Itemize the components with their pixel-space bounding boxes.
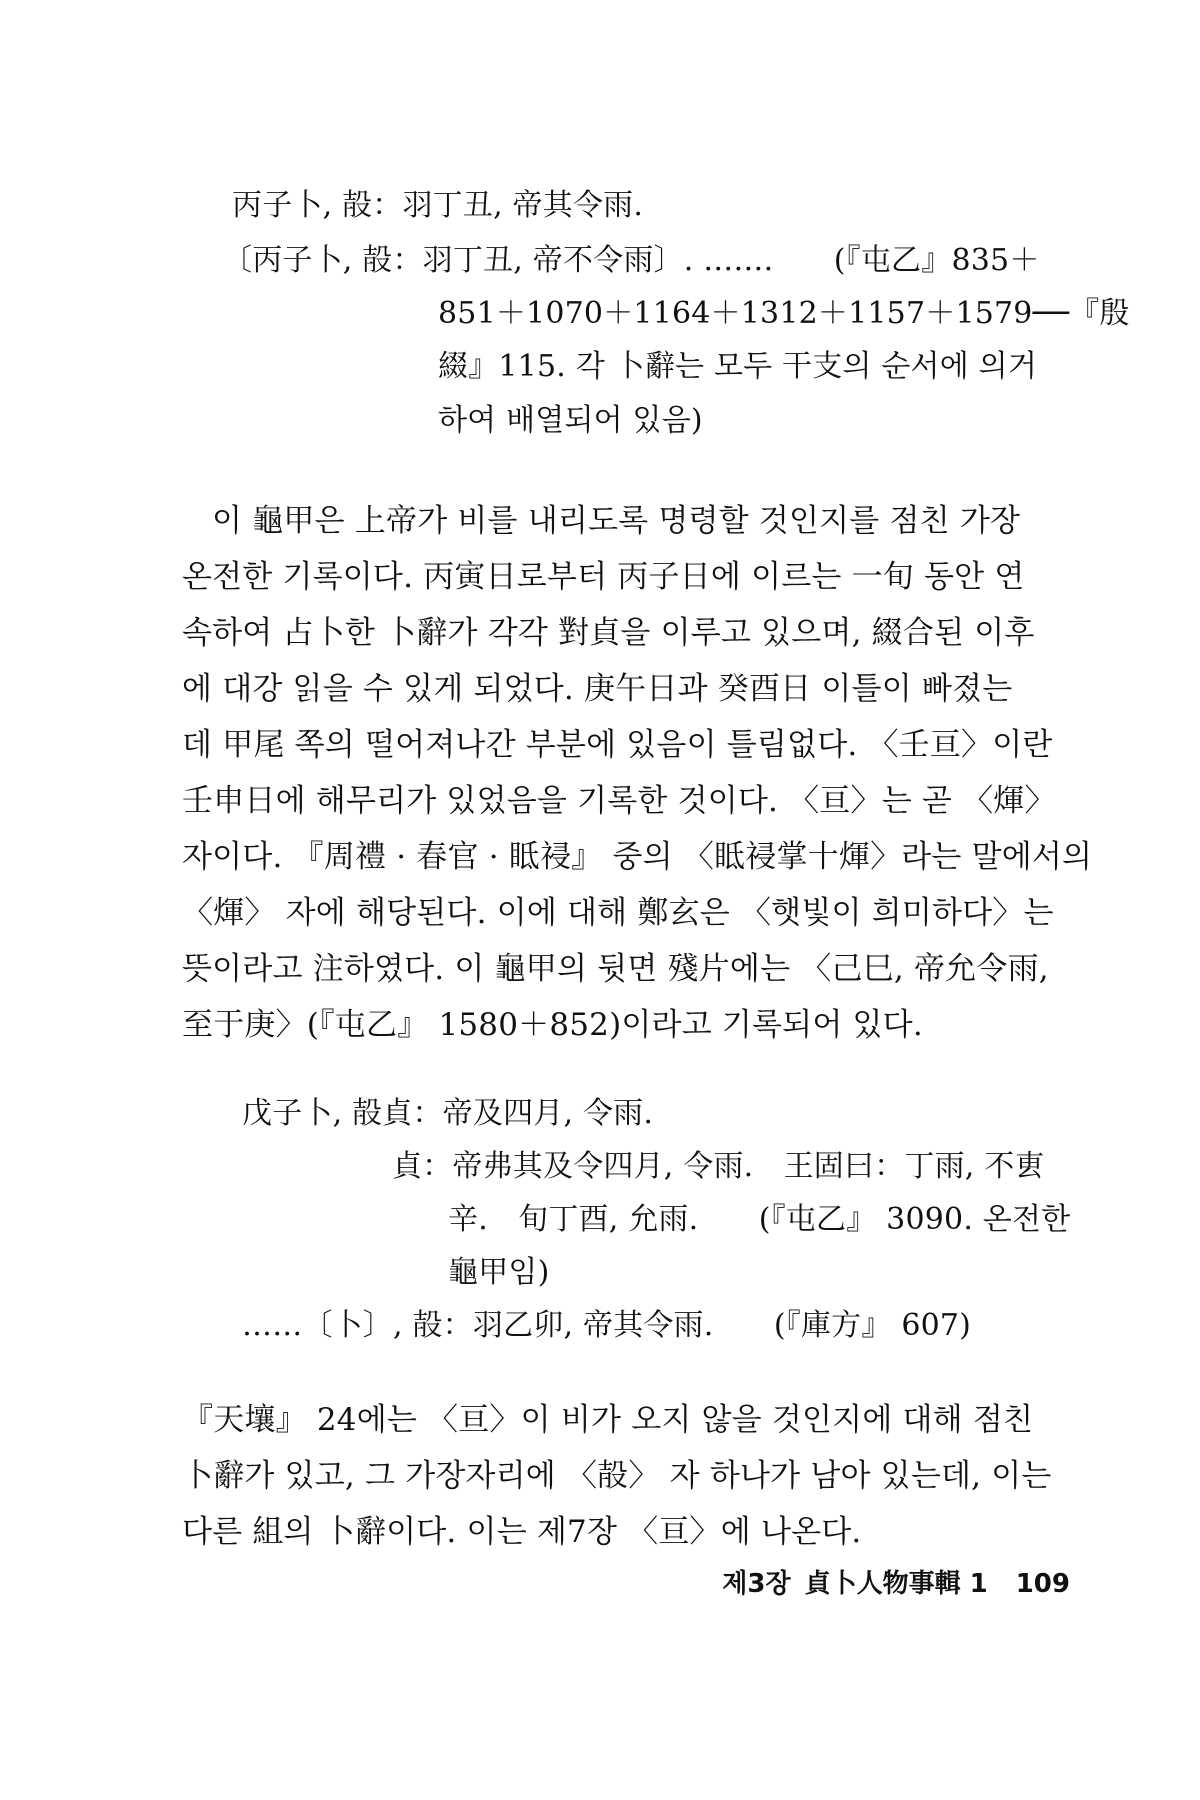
footer-title: 貞卜人物事輯 1 (804, 1569, 988, 1599)
inscription-line: 貞：帝弗其及令四月, 令雨. 王固曰：丁雨, 不叀 (392, 1149, 1045, 1184)
inscription-line: 〔丙子卜, 㱿：羽丁丑, 帝不令雨〕. ……. (『屯乙』835＋ (222, 243, 1040, 278)
inscription-line: 丙子卜, 㱿：羽丁丑, 帝其令雨. (232, 188, 644, 223)
paragraph-line: 자이다. 『周禮 · 春官 · 眡祲』 중의 〈眡祲掌十煇〉라는 말에서의 (182, 839, 1093, 875)
inscription-line: 戊子卜, 㱿貞：帝及四月, 令雨. (242, 1096, 654, 1131)
paragraph-line: 온전한 기록이다. 丙寅日로부터 丙子日에 이르는 一旬 동안 연 (182, 559, 1025, 595)
paragraph-line: 데 甲尾 쪽의 떨어져나간 부분에 있음이 틀림없다. 〈壬亘〉이란 (182, 727, 1053, 763)
page-number: 109 (1015, 1569, 1070, 1599)
paragraph-line: 에 대강 읽을 수 있게 되었다. 庚午日과 癸酉日 이틀이 빠졌는 (182, 671, 1013, 707)
paragraph-line: 壬申日에 해무리가 있었음을 기록한 것이다. 〈亘〉는 곧 〈煇〉 (182, 783, 1056, 819)
paragraph-line: 『天壤』 24에는 〈亘〉이 비가 오지 않을 것인지에 대해 점친 (182, 1402, 1034, 1438)
paragraph-line: 〈煇〉 자에 해당된다. 이에 대해 鄭玄은 〈햇빛이 희미하다〉는 (182, 895, 1054, 931)
paragraph-line: 卜辭가 있고, 그 가장자리에 〈㱿〉 자 하나가 남아 있는데, 이는 (182, 1458, 1052, 1494)
footer-chapter: 제3장 (722, 1569, 791, 1599)
inscription-citation-line: 851＋1070＋1164＋1312＋1157＋1579──『殷 (438, 296, 1130, 331)
inscription-line: 龜甲임) (448, 1255, 550, 1290)
inscription-citation-line: 하여 배열되어 있음) (438, 403, 703, 438)
paragraph-line: 이 龜甲은 上帝가 비를 내리도록 명령할 것인지를 점친 가장 (212, 503, 1021, 539)
paragraph-line: 속하여 占卜한 卜辭가 각각 對貞을 이루고 있으며, 綴合된 이후 (182, 615, 1035, 651)
paragraph-line: 至于庚〉(『屯乙』 1580＋852)이라고 기록되어 있다. (182, 1007, 923, 1043)
inscription-citation-line: 綴』115. 각 卜辭는 모두 干支의 순서에 의거 (438, 349, 1038, 384)
inscription-line: ……〔卜〕, 㱿：羽乙卯, 帝其令雨. (『庫方』 607) (242, 1308, 972, 1343)
paragraph-line: 뜻이라고 注하였다. 이 龜甲의 뒷면 殘片에는 〈己巳, 帝允令雨, (182, 951, 1049, 987)
paragraph-line: 다른 組의 卜辭이다. 이는 제7장 〈亘〉에 나온다. (182, 1514, 862, 1550)
page-footer (708, 1563, 1070, 1600)
inscription-line: 辛. 旬丁酉, 允雨. (『屯乙』 3090. 온전한 (448, 1202, 1071, 1237)
